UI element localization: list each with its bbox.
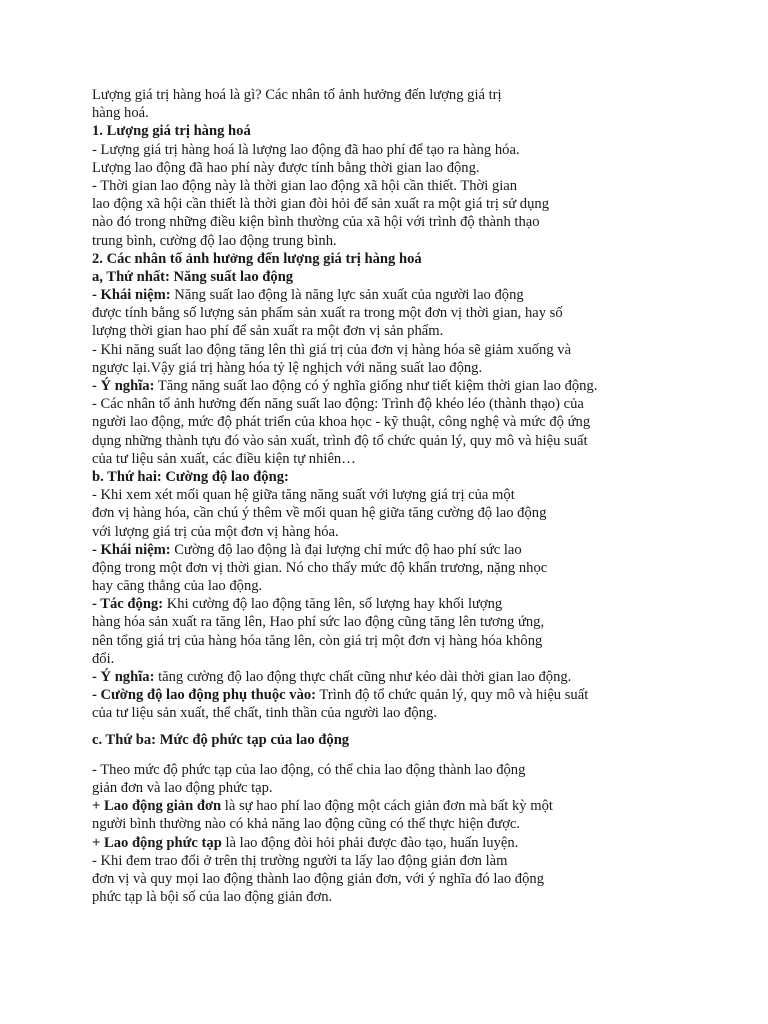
text-line bbox=[92, 359, 768, 377]
bold-lead: - Khái niệm: bbox=[92, 287, 171, 304]
heading-line bbox=[92, 250, 768, 268]
text-line bbox=[92, 450, 768, 468]
bold-lead: + Lao động giản đơn bbox=[92, 798, 222, 815]
text-line bbox=[92, 577, 768, 595]
line-text: Lượng giá trị hàng hoá là gì? Các nhân tố ảnh hưởng đến lượng giá trị bbox=[92, 87, 502, 103]
line-text: lượng thời gian hao phí để sản xuất ra một đơn vị sản phẩm. bbox=[92, 323, 444, 340]
heading-line bbox=[92, 731, 768, 749]
line-text: nào đó trong những điều kiện bình thường của xã hội với trình độ thành thạo bbox=[92, 214, 540, 231]
bold-lead: - Cường độ lao động phụ thuộc vào: bbox=[92, 687, 317, 704]
text-line bbox=[92, 834, 768, 852]
bold-lead: - Khái niệm: bbox=[92, 541, 171, 558]
text-line bbox=[92, 815, 768, 833]
text-line bbox=[92, 852, 768, 870]
line-text: Lượng lao động đã hao phí này được tính bằng thời gian lao động. bbox=[92, 159, 480, 176]
line-text: dụng những thành tựu đó vào sản xuất, trình độ tổ chức quản lý, quy mô và hiệu suất bbox=[92, 432, 588, 449]
line-text: - Khi đem trao đổi ở trên thị trường người ta lấy lao động giản đơn làm bbox=[92, 852, 508, 869]
line-text: 1. Lượng giá trị hàng hoá bbox=[92, 123, 251, 140]
line-text: lao động xã hội cần thiết là thời gian đòi hỏi để sản xuất ra một giá trị sử dụng bbox=[92, 196, 549, 213]
bold-lead: + Lao động phức tạp bbox=[92, 834, 222, 851]
line-text: được tính bằng số lượng sản phẩm sản xuất ra trong một đơn vị thời gian, hay số bbox=[92, 305, 563, 322]
text-line bbox=[92, 195, 768, 213]
line-text: Tăng năng suất lao động có ý nghĩa giống như tiết kiệm thời gian lao động. bbox=[154, 378, 598, 394]
text-line bbox=[92, 213, 768, 231]
line-text: hàng hoá. bbox=[92, 105, 149, 122]
line-text: tăng cường độ lao động thực chất cũng như kéo dài thời gian lao động. bbox=[154, 669, 572, 685]
text-line bbox=[92, 377, 768, 395]
line-text: b. Thứ hai: Cường độ lao động: bbox=[92, 468, 289, 485]
line-text: - Thời gian lao động này là thời gian lao động xã hội cần thiết. Thời gian bbox=[92, 177, 518, 194]
text-line bbox=[92, 232, 768, 250]
line-text: - Khi năng suất lao động tăng lên thì giá trị của đơn vị hàng hóa sẽ giảm xuống và bbox=[92, 341, 572, 358]
text-line bbox=[92, 668, 768, 686]
text-line bbox=[92, 523, 768, 541]
bold-lead: - Ý nghĩa: bbox=[92, 378, 155, 394]
line-text: của tư liệu sản xuất, các điều kiện tự nhiên… bbox=[92, 450, 356, 467]
line-text: đơn vị và quy mọi lao động thành lao động giản đơn, với ý nghĩa đó lao động bbox=[92, 870, 544, 887]
line-text: đổi. bbox=[92, 650, 115, 667]
text-line bbox=[92, 632, 768, 650]
text-line bbox=[92, 486, 768, 504]
line-text: - Theo mức độ phức tạp của lao động, có thể chia lao động thành lao động bbox=[92, 761, 526, 778]
heading-line bbox=[92, 122, 768, 140]
line-text: nên tổng giá trị của hàng hóa tăng lên, còn giá trị một đơn vị hàng hóa không bbox=[92, 632, 543, 649]
heading-line bbox=[92, 468, 768, 486]
text-line bbox=[92, 286, 768, 304]
line-text: ngược lại.Vậy giá trị hàng hóa tỷ lệ nghịch với năng suất lao động. bbox=[92, 359, 483, 376]
text-line bbox=[92, 595, 768, 613]
text-line bbox=[92, 86, 768, 104]
text-line bbox=[92, 432, 768, 450]
text-line bbox=[92, 304, 768, 322]
text-line bbox=[92, 870, 768, 888]
line-text: hay căng thẳng của lao động. bbox=[92, 578, 263, 595]
bold-lead: - Tác động: bbox=[92, 596, 164, 613]
heading-line bbox=[92, 268, 768, 286]
text-line bbox=[92, 888, 768, 906]
line-text: c. Thứ ba: Mức độ phức tạp của lao động bbox=[92, 731, 350, 748]
text-line bbox=[92, 159, 768, 177]
text-line bbox=[92, 341, 768, 359]
line-text: là sự hao phí lao động một cách giản đơn mà bất kỳ một bbox=[221, 798, 553, 815]
line-text: trung bình, cường độ lao động trung bình. bbox=[92, 232, 337, 249]
line-text: Khi cường độ lao động tăng lên, số lượng hay khối lượng bbox=[163, 596, 503, 613]
line-text: với lượng giá trị của một đơn vị hàng hóa. bbox=[92, 523, 339, 540]
text-line bbox=[92, 797, 768, 815]
line-text: là lao động đòi hỏi phải được đào tạo, huấn luyện. bbox=[221, 834, 519, 851]
line-text: a, Thứ nhất: Năng suất lao động bbox=[92, 268, 294, 285]
bold-lead: - Ý nghĩa: bbox=[92, 669, 155, 685]
text-line bbox=[92, 395, 768, 413]
line-text: đơn vị hàng hóa, cần chú ý thêm về mối quan hệ giữa tăng cường độ lao động bbox=[92, 505, 547, 522]
text-line bbox=[92, 322, 768, 340]
line-text: phức tạp là bội số của lao động giản đơn. bbox=[92, 889, 333, 906]
text-line bbox=[92, 559, 768, 577]
line-text: người lao động, mức độ phát triển của khoa học - kỹ thuật, công nghệ và mức độ ứng bbox=[92, 414, 591, 431]
text-line bbox=[92, 104, 768, 122]
text-line bbox=[92, 779, 768, 797]
text-line bbox=[92, 613, 768, 631]
text-line bbox=[92, 177, 768, 195]
line-text: Năng suất lao động là năng lực sản xuất của người lao động bbox=[170, 287, 524, 304]
line-text: giản đơn và lao động phức tạp. bbox=[92, 779, 273, 796]
line-text: động trong một đơn vị thời gian. Nó cho thấy mức độ khẩn trương, nặng nhọc bbox=[92, 559, 548, 576]
line-text: - Lượng giá trị hàng hoá là lượng lao động đã hao phí để tạo ra hàng hóa. bbox=[92, 141, 520, 158]
line-text: 2. Các nhân tố ảnh hưởng đến lượng giá trị hàng hoá bbox=[92, 250, 422, 267]
text-line bbox=[92, 504, 768, 522]
text-line bbox=[92, 541, 768, 559]
line-text: của tư liệu sản xuất, thể chất, tinh thần của người lao động. bbox=[92, 705, 437, 722]
line-text: - Các nhân tố ảnh hưởng đến năng suất lao động: Trình độ khéo léo (thành thạo) của bbox=[92, 396, 584, 413]
line-text: Cường độ lao động là đại lượng chỉ mức độ hao phí sức lao bbox=[170, 541, 522, 558]
line-text: người bình thường nào có khả năng lao động cũng có thể thực hiện được. bbox=[92, 816, 521, 833]
text-line bbox=[92, 141, 768, 159]
text-line bbox=[92, 650, 768, 668]
text-line bbox=[92, 413, 768, 431]
line-text: - Khi xem xét mối quan hệ giữa tăng năng suất với lượng giá trị của một bbox=[92, 487, 515, 504]
text-line bbox=[92, 704, 768, 722]
line-text: Trình độ tổ chức quản lý, quy mô và hiệu suất bbox=[316, 687, 589, 704]
text-line bbox=[92, 761, 768, 779]
text-line bbox=[92, 686, 768, 704]
line-text: hàng hóa sản xuất ra tăng lên, Hao phí sức lao động cũng tăng lên tương ứng, bbox=[92, 614, 545, 631]
